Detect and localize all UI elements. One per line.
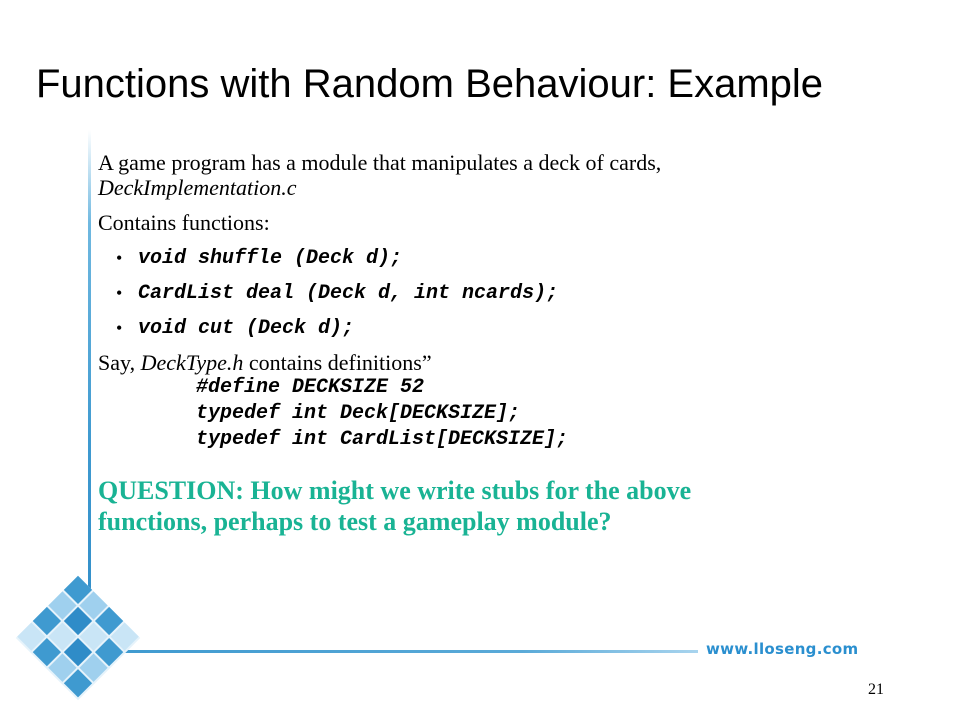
horizontal-rule (112, 650, 698, 653)
list-item (98, 276, 898, 311)
say-prefix: Say, (98, 350, 141, 375)
intro-line: A game program has a module that manipulates a deck of cards, (98, 150, 662, 175)
bullet-icon: • (116, 318, 123, 338)
bullet-icon: • (116, 283, 123, 303)
diamond-logo-icon (8, 568, 148, 713)
question-line: QUESTION: How might we write stubs for the above (98, 476, 692, 505)
contains-label: Contains functions: (98, 210, 270, 235)
bullet-icon: • (116, 248, 123, 268)
intro-paragraph (98, 150, 898, 200)
question-line: functions, perhaps to test a gameplay module? (98, 507, 612, 536)
definitions-code (98, 375, 898, 453)
definitions-intro (98, 350, 898, 375)
list-item (98, 241, 898, 276)
function-signature: void shuffle (Deck d); (138, 247, 403, 270)
page-number: 21 (868, 681, 884, 698)
say-suffix: contains definitions” (243, 350, 432, 375)
intro-filename: DeckImplementation.c (98, 175, 297, 200)
list-item (98, 311, 898, 346)
website-url: www.lloseng.com (706, 640, 859, 658)
slide-title: Functions with Random Behaviour: Example (36, 62, 824, 106)
code-line: #define DECKSIZE 52 (196, 376, 425, 399)
slide-body (98, 150, 898, 537)
code-line: typedef int CardList[DECKSIZE]; (196, 428, 569, 451)
function-signature: CardList deal (Deck d, int ncards); (138, 282, 559, 305)
code-line: typedef int Deck[DECKSIZE]; (196, 402, 521, 425)
function-list (98, 241, 898, 346)
header-filename: DeckType.h (140, 350, 244, 375)
question-text (98, 475, 898, 537)
function-signature: void cut (Deck d); (138, 317, 355, 340)
